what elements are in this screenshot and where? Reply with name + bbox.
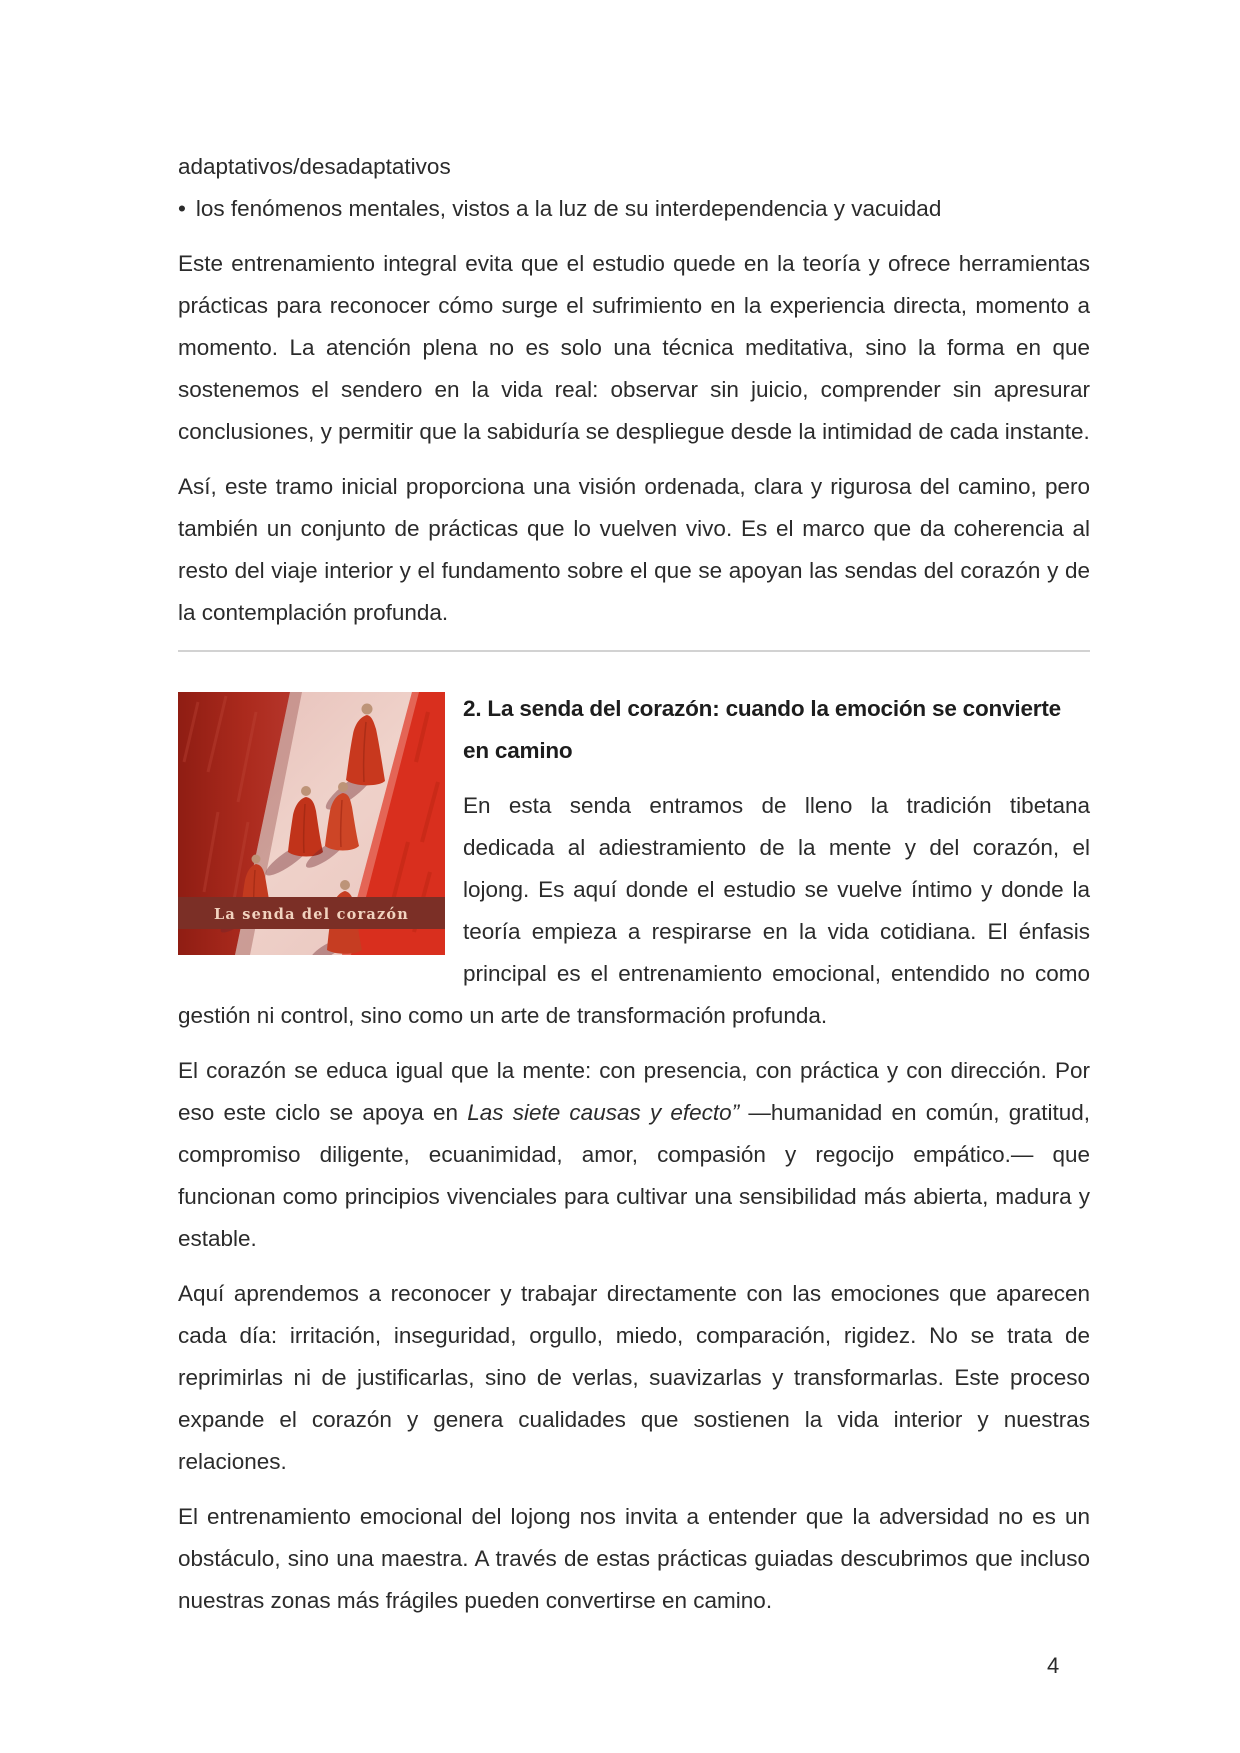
bullet-icon: • (178, 196, 186, 221)
italic-book-title: Las siete causas y efecto” (467, 1100, 740, 1125)
paragraph-training: Este entrenamiento integral evita que el estudio quede en la teoría y ofrece herramientas prácticas para reconocer cómo surge el sufrimiento en la experiencia directa, momento a momento. La atención plena no es solo una técnica meditativa, sino la forma en que sostenemos el sendero en la vida real: observar sin juicio, comprender sin apresurar conclusiones, y permitir que la sabiduría se despliegue desde la intimidad de cada instante. (178, 251, 1090, 444)
paragraph-lojong-training: El entrenamiento emocional del lojong nos invita a entender que la adversidad no es un obstáculo, sino una maestra. A través de estas prácticas guiadas descubrimos que incluso nuestras zonas más frágiles pueden convertirse en camino. (178, 1504, 1090, 1613)
paragraph-initial-stretch: Así, este tramo inicial proporciona una visión ordenada, clara y rigurosa del camino, pero también un conjunto de prácticas que lo vuelven vivo. Es el marco que da coherencia al resto del viaje interior y el fundamento sobre el que se apoyan las sendas del corazón y de la contemplación profunda. (178, 474, 1090, 625)
paragraph-emotions: Aquí aprendemos a reconocer y trabajar directamente con las emociones que aparecen cada día: irritación, inseguridad, orgullo, miedo, comparación, rigidez. No se trata de reprimirlas ni de justificarlas, sino de verlas, suavizarlas y transformarlas. Este proceso expande el corazón y genera cualidades que sostienen la vida interior y nuestras relaciones. (178, 1281, 1090, 1474)
section-heading: 2. La senda del corazón: cuando la emoción se convierte en camino (463, 696, 1061, 763)
bullet-line (178, 188, 1090, 230)
page-number: 4 (1047, 1653, 1060, 1678)
section-figure-monks (178, 692, 445, 955)
text-after-italic: —humanidad en común, gratitud, compromiso diligente, ecuanimidad, amor, compasión y regocijo empático.— que funcionan como principios vivenciales para cultivar una sensibilidad más abierta, madura y estable. (178, 1100, 1091, 1251)
text-before-italic: El corazón se educa igual que la mente: con presencia, con práctica y con dirección. Por eso este ciclo se apoya en (178, 1058, 1090, 1125)
paragraph-heart-education (178, 1050, 1090, 1260)
section-divider (178, 650, 1090, 652)
image-caption: La senda del corazón (213, 906, 410, 923)
monks-illustration (178, 692, 445, 955)
bullet-text: los fenómenos mentales, vistos a la luz de su interdependencia y vacuidad (195, 196, 942, 221)
intro-block (178, 146, 1090, 230)
paragraph-senda-intro: En esta senda entramos de lleno la tradición tibetana dedicada al adiestramiento de la mente y del corazón, el lojong. Es aquí donde el estudio se vuelve íntimo y donde la teoría empieza a respirarse en la vida cotidiana. El énfasis principal es el entrenamiento emocional, entendido no como gestión ni control, sino como un arte de transformación profunda. (178, 793, 1090, 1028)
page-content (178, 146, 1090, 1635)
section-heart-path (178, 688, 1090, 1050)
intro-line: adaptativos/desadaptativos (178, 154, 451, 179)
